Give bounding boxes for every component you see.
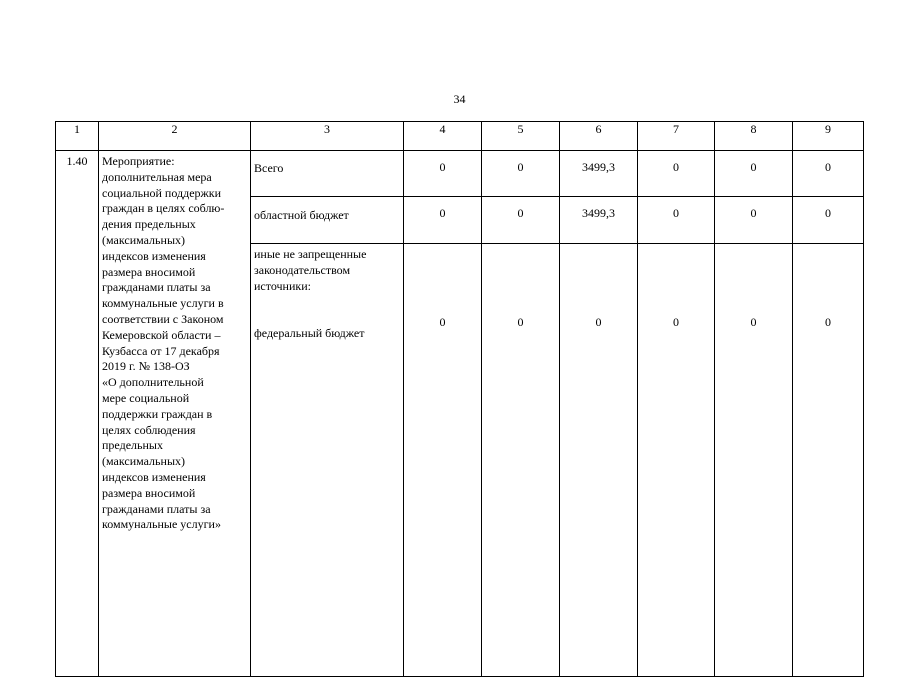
column-header: 3 <box>251 122 404 151</box>
table-cell: 0 <box>793 244 864 677</box>
table-cell: 0 <box>404 151 482 197</box>
funding-source: федеральный бюджет <box>254 326 365 341</box>
table-cell: 0 <box>793 151 864 197</box>
table-cell: 0 <box>482 244 560 677</box>
funding-source: областной бюджет <box>251 197 404 244</box>
table-cell: 0 <box>638 151 715 197</box>
funding-source: Всего <box>251 151 404 197</box>
table-cell: 0 <box>715 244 793 677</box>
column-header: 6 <box>560 122 638 151</box>
page-number: 34 <box>453 92 466 106</box>
funding-source-cell <box>251 244 404 677</box>
item-name: Мероприятие: дополнительная мера социальной поддержки граждан в целях соблю- дения предельных (максимальных) индексов изменения размера вносимой гражданами платы за коммунальные услуги в соответствии с Законом Кемеровской области – Кузбасса от 17 декабря 2019 г. № 138-ОЗ «О дополнительной мере социальной поддержки граждан в целях соблюдения предельных (максимальных) индексов изменения размера вносимой гражданами платы за коммунальные услуги» <box>99 151 251 677</box>
column-header: 7 <box>638 122 715 151</box>
spacer <box>254 294 400 326</box>
table-cell: 0 <box>404 197 482 244</box>
table-header-row <box>56 122 864 151</box>
table-cell: 0 <box>715 197 793 244</box>
funding-source-note: иные не запрещенные законодательством источники: <box>254 247 367 293</box>
table-cell: 0 <box>715 151 793 197</box>
table-cell: 0 <box>560 244 638 677</box>
column-header: 5 <box>482 122 560 151</box>
table-cell: 3499,3 <box>560 151 638 197</box>
table-row <box>56 151 864 197</box>
column-header: 1 <box>56 122 99 151</box>
column-header: 8 <box>715 122 793 151</box>
column-header: 9 <box>793 122 864 151</box>
table-cell: 0 <box>482 197 560 244</box>
table-cell: 0 <box>404 244 482 677</box>
table-cell: 0 <box>638 244 715 677</box>
column-header: 2 <box>99 122 251 151</box>
table-cell: 0 <box>638 197 715 244</box>
budget-table <box>55 121 864 677</box>
table-cell: 3499,3 <box>560 197 638 244</box>
column-header: 4 <box>404 122 482 151</box>
item-number: 1.40 <box>56 151 99 677</box>
table-cell: 0 <box>482 151 560 197</box>
table-cell: 0 <box>793 197 864 244</box>
